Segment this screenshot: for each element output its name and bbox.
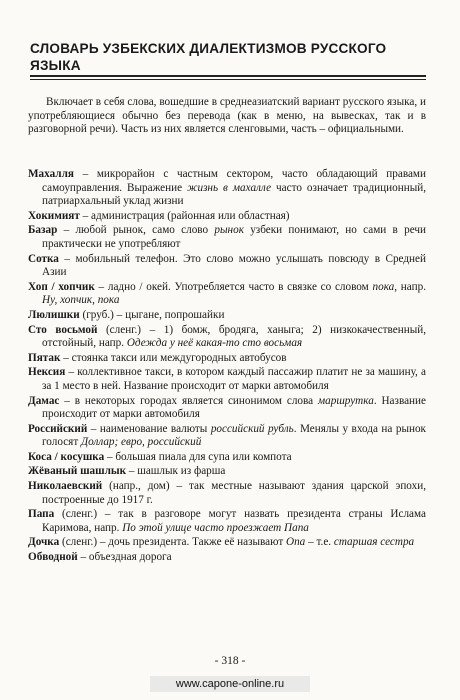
heading-line-1: СЛОВАРЬ УЗБЕКСКИХ ДИАЛЕКТИЗМОВ РУССКОГО [30, 41, 387, 56]
entry-definition: – администрация (районная или областная) [79, 209, 290, 222]
entry-term: Николаевский [28, 480, 103, 493]
dictionary-entry [28, 551, 426, 565]
heading-line-2: ЯЗЫКА [30, 58, 81, 73]
intro-paragraph: Включает в себя слова, вошедшие в среднеазиатский вариант русского языка, и употребляющиеся обычно без перевода (как в меню, на вывесках, так и в разговорной речи). Часть из них является сленговыми, часть – официальными. [28, 96, 426, 136]
entry-definition: часто означает традиционный, патриархальный уклад жизни [42, 181, 426, 208]
entry-example: рынок [214, 224, 244, 237]
entry-term: Сто восьмой [28, 323, 98, 336]
entry-term: Хоп / хопчик [28, 280, 95, 293]
entry-definition: – большая пиала для супа или компота [104, 450, 292, 463]
entry-example: маршрутка [318, 394, 374, 407]
entry-example: старшая сестра [333, 536, 415, 549]
entry-term: Нексия [28, 366, 66, 379]
entry-term: Люлишки [28, 308, 80, 321]
dictionary-entry [28, 224, 426, 251]
entry-definition: . Менялы у входа на рынок голосят [42, 422, 426, 449]
dictionary-entry [28, 281, 426, 308]
dictionary-entry [28, 324, 426, 351]
dictionary-entry [28, 309, 426, 323]
dictionary-entry [28, 395, 426, 422]
entry-example: Одежда у неё какая-то сто восьмая [126, 337, 303, 350]
entry-example: По этой улице часто проезжает Папа [122, 521, 309, 534]
entry-example: российский рубль [210, 422, 294, 435]
entry-example: Доллар; евро, российский [81, 436, 202, 449]
entry-definition: (напр., дом) – так местные называют здания царской эпохи, построенные до 1917 г. [42, 480, 426, 506]
entry-term: Дочка [28, 536, 60, 549]
entry-definition: , напр. [394, 280, 426, 293]
entry-term: Российский [28, 422, 88, 435]
entry-definition: – наименование валюты [87, 422, 211, 435]
dictionary-entry [28, 352, 426, 366]
dictionary-entry [28, 366, 426, 393]
entry-example: жизнь в махалле [187, 181, 272, 194]
entry-definition: – коллективное такси, в котором каждый пассажир платит не за машину, а за 1 место в ней. Название происходит от марки автомобиля [42, 366, 426, 392]
entry-term: Дамас [28, 394, 60, 407]
page-heading [30, 40, 426, 74]
entry-term: Махалля [28, 168, 74, 180]
entry-definition: – шашлык из фарша [126, 465, 226, 478]
entry-definition: узбеки понимают, но сами в речи практически не употребляют [42, 224, 426, 250]
entry-example: пока [372, 280, 395, 293]
entry-definition: – микрорайон с частным сектором, часто обладающий правами самоуправления. Выражение [42, 168, 426, 194]
heading-rule-upper [30, 75, 426, 77]
entry-definition: – в некоторых городах является синонимом слова [59, 394, 318, 407]
dictionary-entry [28, 253, 426, 280]
watermark: www.capone-online.ru [150, 676, 310, 692]
entry-definition: – ладно / окей. Употребляется часто в связке со словом [94, 280, 373, 293]
entry-definition: (груб.) – цыгане, попрошайки [79, 308, 225, 321]
entry-definition: – объездная дорога [77, 551, 172, 564]
entry-definition: (сленг.) – 1) бомж, бродяга, ханыга; 2) низкокачественный, отстойный, напр. [42, 323, 426, 350]
entry-definition: – т.е. [305, 536, 334, 549]
entry-term: Сотка [28, 252, 59, 265]
dictionary-entry [28, 536, 426, 550]
entry-definition: – мобильный телефон. Это слово можно услышать повсюду в Средней Азии [42, 252, 426, 279]
entry-term: Коса / косушка [28, 450, 105, 463]
entry-definition: – стоянка такси или междугородных автобусов [60, 351, 287, 364]
entry-term: Папа [28, 508, 55, 521]
dictionary-entries [28, 168, 426, 566]
entry-definition: – любой рынок, само слово [57, 224, 215, 237]
entry-definition: (сленг.) – дочь президента. Также её называют [59, 536, 286, 549]
page-number: - 318 - [214, 655, 246, 667]
entry-term: Хокимият [28, 209, 80, 222]
entry-term: Обводной [28, 551, 78, 564]
dictionary-entry [28, 210, 426, 224]
dictionary-entry [28, 508, 426, 535]
entry-definition: . Название происходит от марки автомобиля [42, 394, 426, 421]
dictionary-entry [28, 168, 426, 209]
dictionary-entry [28, 465, 426, 479]
entry-definition: (сленг.) – так в разговоре могут назвать президента страны Ислама Каримова, напр. [42, 508, 426, 534]
entry-term: Пятак [28, 351, 61, 364]
entry-example: Опа [286, 536, 306, 549]
dictionary-entry [28, 451, 426, 465]
heading-rule-lower [30, 79, 426, 80]
entry-example: Ну, хопчик, пока [42, 294, 120, 307]
entry-term: Базар [28, 224, 58, 237]
dictionary-entry [28, 480, 426, 507]
entry-term: Жёваный шашлык [28, 465, 127, 478]
dictionary-entry [28, 423, 426, 450]
